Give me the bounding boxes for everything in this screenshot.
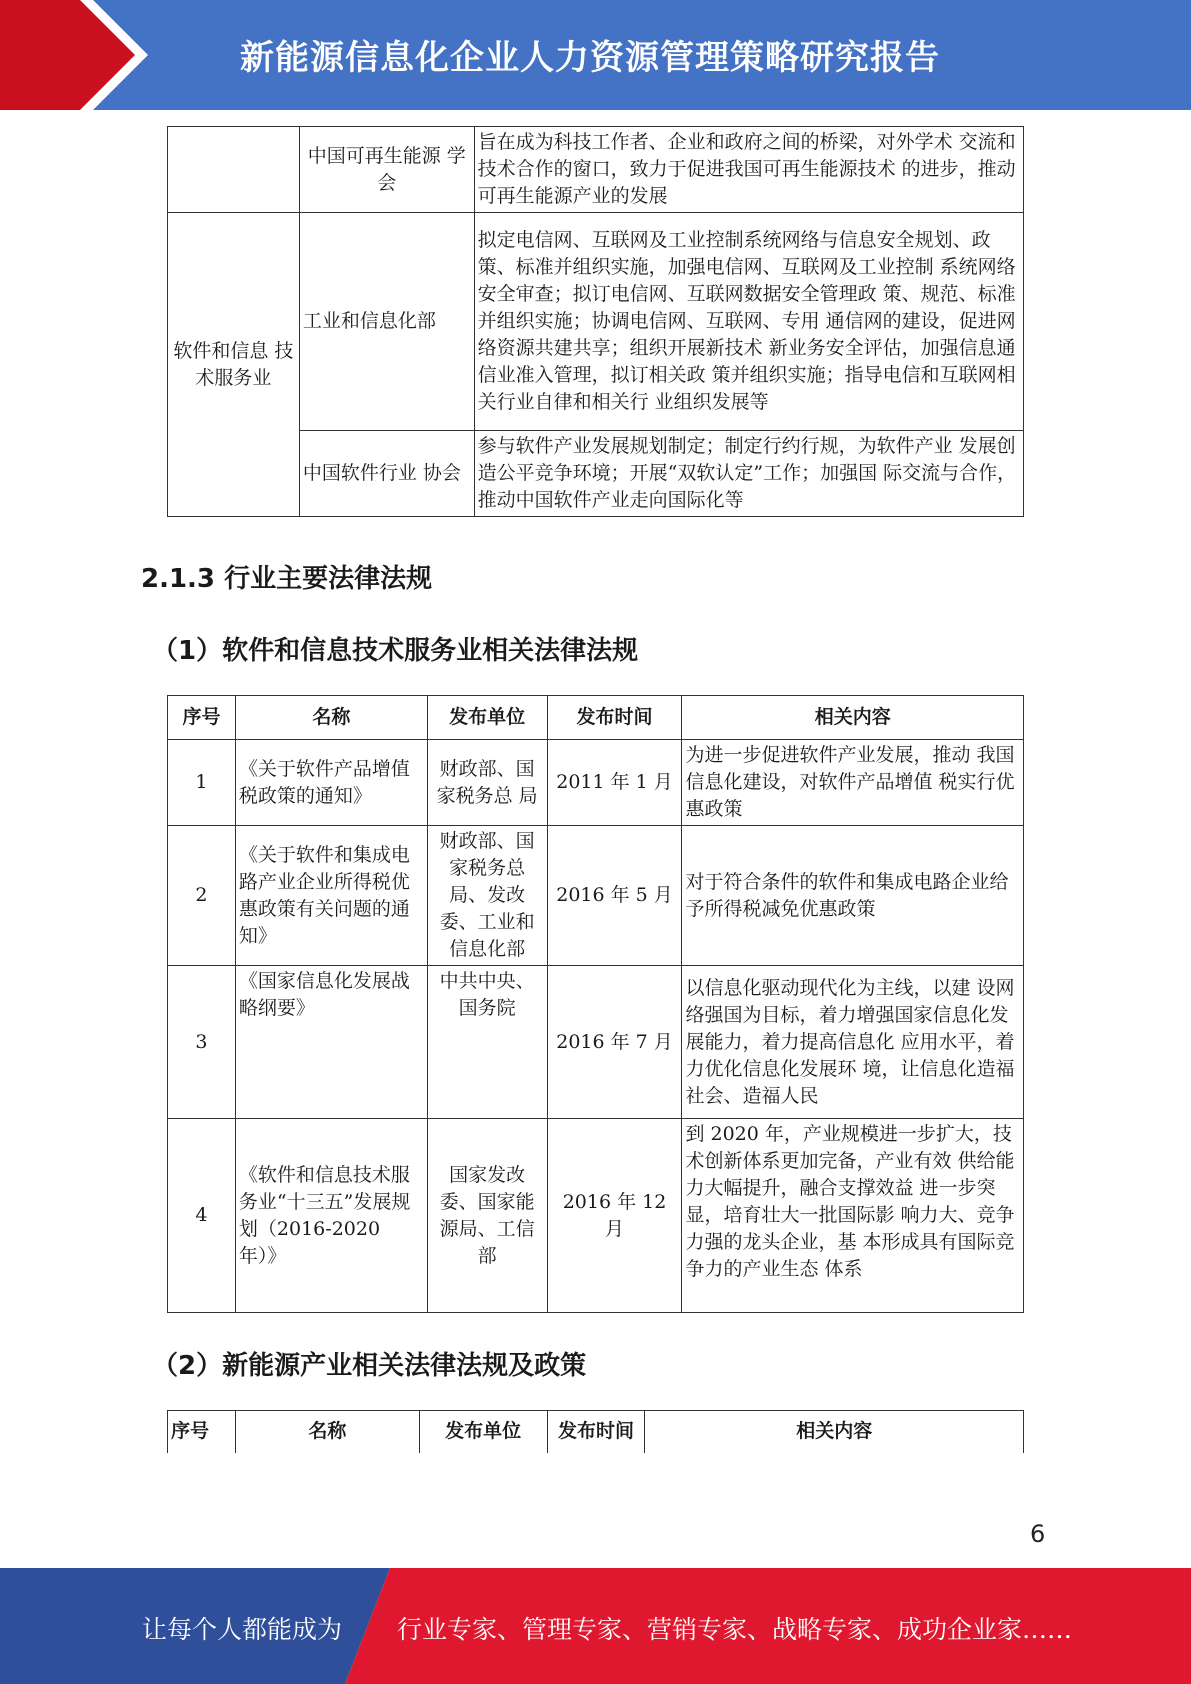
column-header-date: 发布时间	[547, 1411, 645, 1453]
table-cell-no: 3	[168, 966, 236, 1119]
table-cell-no: 4	[168, 1119, 236, 1313]
column-header-date: 发布时间	[547, 696, 682, 740]
table-cell-content: 为进一步促进软件产业发展，推动 我国信息化建设，对软件产品增值 税实行优惠政策	[682, 740, 1024, 826]
table-cell-name: 《国家信息化发展战略纲要》	[235, 966, 427, 1119]
table-cell-name: 《关于软件和集成电路产业企业所得税优惠政策有关问题的通知》	[235, 826, 427, 966]
footer-slogan-right: 行业专家、管理专家、营销专家、战略专家、成功企业家……	[397, 1615, 1073, 1644]
header-arrow-icon	[0, 0, 138, 110]
table-cell-no: 2	[168, 826, 236, 966]
column-header-name: 名称	[235, 1411, 419, 1453]
column-header-issuer: 发布单位	[419, 1411, 547, 1453]
report-title: 新能源信息化企业人力资源管理策略研究报告	[240, 38, 940, 78]
table-row	[168, 213, 1024, 431]
table-cell-issuer: 财政部、国家税务总 局	[427, 740, 547, 826]
column-header-issuer: 发布单位	[427, 696, 547, 740]
table-cell-content: 对于符合条件的软件和集成电路企业给予所得税减免优惠政策	[682, 826, 1024, 966]
table-cell-date: 2011 年 1 月	[547, 740, 682, 826]
page-header-band	[0, 0, 1191, 110]
table-cell-issuer: 中共中央、国务院	[427, 966, 547, 1119]
table-cell-issuer: 国家发改委、国家能源局、工信部	[427, 1119, 547, 1313]
page-number: 6	[1030, 1520, 1046, 1548]
table-cell-content: 旨在成为科技工作者、企业和政府之间的桥梁，对外学术 交流和技术合作的窗口，致力于促进我国可再生能源技术 的进步，推动可再生能源产业的发展	[474, 127, 1023, 213]
table-row	[168, 826, 1024, 966]
table-cell-issuer: 财政部、国家税务总局、发改委、工业和信息化部	[427, 826, 547, 966]
table-cell-date: 2016 年 12 月	[547, 1119, 682, 1313]
table-row	[168, 127, 1024, 213]
software-regulations-table	[167, 695, 1024, 1313]
table-cell-industry	[168, 127, 300, 213]
table-cell-name: 《软件和信息技术服务业“十三五”发展规划（2016-2020 年）》	[235, 1119, 427, 1313]
section-heading-2-1-3: 2.1.3 行业主要法律法规	[141, 564, 433, 594]
table-cell-industry: 软件和信息 技术服务业	[168, 213, 300, 517]
table-header-row	[168, 696, 1024, 740]
industry-authorities-table	[167, 126, 1024, 517]
table-cell-content: 以信息化驱动现代化为主线，以建 设网络强国为目标，着力增强国家信息化发展能力，着力提高信息化 应用水平，着力优化信息化发展环 境，让信息化造福社会、造福人民	[682, 966, 1024, 1119]
subsection-heading-new-energy: （2）新能源产业相关法律法规及政策	[152, 1351, 587, 1381]
table-row	[168, 966, 1024, 1119]
table-cell-date: 2016 年 5 月	[547, 826, 682, 966]
column-header-content: 相关内容	[682, 696, 1024, 740]
column-header-no: 序号	[168, 1411, 236, 1453]
table-cell-content: 参与软件产业发展规划制定；制定行约行规，为软件产业 发展创造公平竞争环境；开展“双软认定”工作；加强国 际交流与合作，推动中国软件产业走向国际化等	[474, 431, 1023, 517]
column-header-content: 相关内容	[645, 1411, 1024, 1453]
table-row	[168, 1119, 1024, 1313]
new-energy-regulations-table	[167, 1410, 1024, 1453]
subsection-heading-software: （1）软件和信息技术服务业相关法律法规	[152, 636, 639, 666]
table-cell-date: 2016 年 7 月	[547, 966, 682, 1119]
table-cell-content: 到 2020 年，产业规模进一步扩大，技术创新体系更加完备，产业有效 供给能力大幅提升，融合支撑效益 进一步突显，培育壮大一批国际影 响力大、竞争力强的龙头企业，基 本形成具有国际竞争力的产业生态 体系	[682, 1119, 1024, 1313]
column-header-no: 序号	[168, 696, 236, 740]
table-header-row	[168, 1411, 1024, 1453]
table-cell-org: 中国可再生能源 学会	[299, 127, 474, 213]
table-cell-org: 中国软件行业 协会	[299, 431, 474, 517]
table-cell-name: 《关于软件产品增值税政策的通知》	[235, 740, 427, 826]
footer-slogan-left: 让每个人都能成为	[142, 1615, 343, 1644]
column-header-name: 名称	[235, 696, 427, 740]
table-cell-no: 1	[168, 740, 236, 826]
table-row	[168, 740, 1024, 826]
page-footer-band	[0, 1568, 1191, 1684]
table-cell-org: 工业和信息化部	[299, 213, 474, 431]
table-cell-content: 拟定电信网、互联网及工业控制系统网络与信息安全规划、政策、标准并组织实施，加强电信网、互联网及工业控制 系统网络安全审查；拟订电信网、互联网数据安全管理政 策、规范、标准并组织实施；协调电信网、互联网、专用 通信网的建设，促进网络资源共建共享；组织开展新技术 新业务安全评估，加强信息通信业准入管理，拟订相关政 策并组织实施；指导电信和互联网相关行业自律和相关行 业组织发展等	[474, 213, 1023, 431]
